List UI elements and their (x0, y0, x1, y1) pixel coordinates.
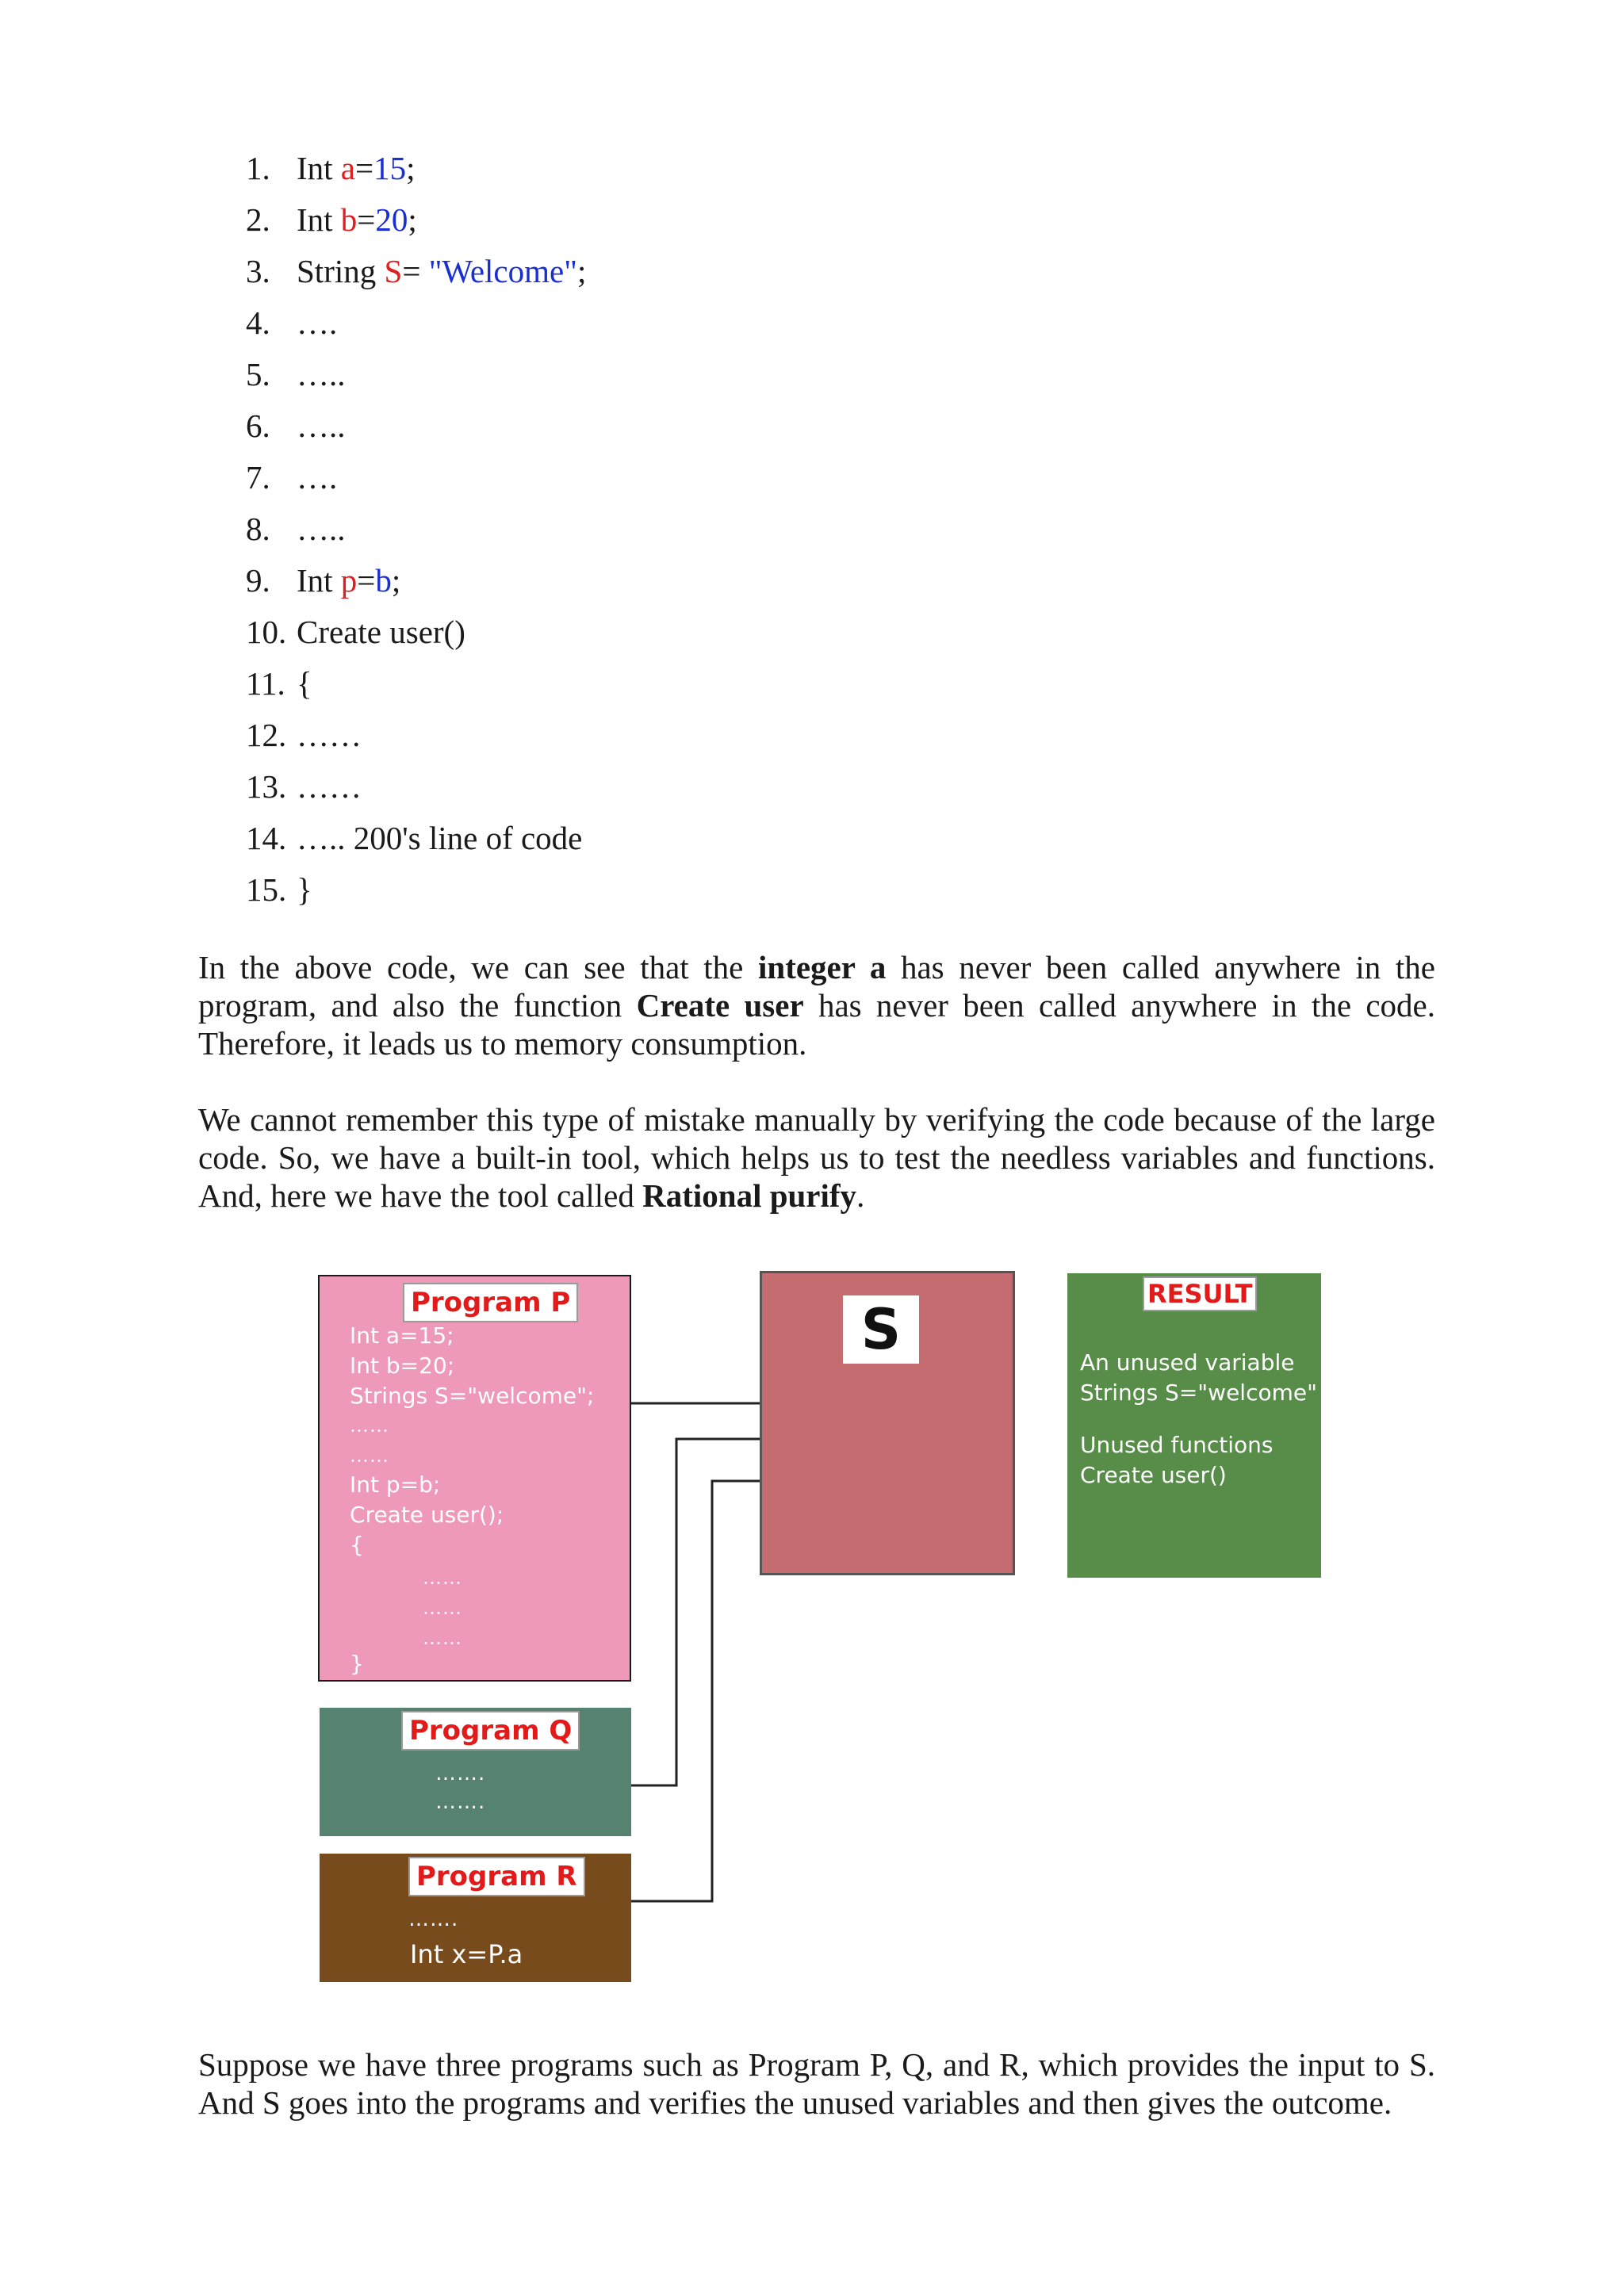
code-line-number: 10. (246, 614, 287, 650)
program-p-line: …… (350, 1445, 389, 1467)
code-token: Int (297, 562, 341, 599)
program-p-line: Strings S="welcome"; (350, 1383, 595, 1409)
program-p-line: …… (423, 1597, 462, 1619)
code-token: ; (576, 253, 587, 289)
code-token: ; (391, 562, 401, 599)
program-p-line: Int p=b; (350, 1471, 441, 1498)
code-token: a (340, 150, 355, 186)
code-token: "Welcome" (428, 253, 577, 289)
connector-q-to-s (631, 1439, 760, 1785)
program-p-line: { (350, 1532, 364, 1558)
code-token: 15 (373, 150, 407, 186)
code-line-number: 7. (246, 459, 270, 496)
code-token: Int (297, 150, 341, 186)
program-p-line: } (350, 1651, 364, 1677)
result-line: Strings S="welcome" (1080, 1380, 1317, 1406)
result-title: RESULT (1143, 1276, 1257, 1311)
code-token: = (357, 562, 376, 599)
code-line-number: 2. (246, 201, 270, 238)
result-line: An unused variable (1080, 1349, 1295, 1376)
code-token: ….. (297, 511, 346, 547)
code-line-number: 1. (246, 150, 270, 186)
code-token: …… (297, 768, 362, 805)
code-token: b (375, 562, 392, 599)
code-token: ….. 200's line of code (297, 820, 583, 856)
program-q-line: ……. (435, 1762, 486, 1785)
code-token: 20 (375, 201, 408, 238)
code-line-number: 14. (246, 820, 287, 856)
program-p-line: …… (423, 1627, 462, 1649)
program-p-title: Program P (403, 1283, 578, 1322)
code-token: { (297, 665, 312, 702)
code-line-number: 12. (246, 717, 287, 753)
program-r-box (320, 1854, 631, 1982)
program-p-line: Create user(); (350, 1502, 504, 1528)
code-token: …. (297, 459, 338, 496)
program-p-line: …… (423, 1567, 462, 1589)
code-token: b (340, 201, 358, 238)
program-r-line: Int x=P.a (410, 1939, 523, 1969)
paragraph-tool-intro: We cannot remember this type of mistake manually by verifying the code because of the large code. So, we have a built-in tool, which helps us to test the needless variables and functions. And, here we have the tool called Rational purify. (198, 1101, 1435, 1214)
result-line: Unused functions (1080, 1432, 1274, 1458)
code-line-number: 6. (246, 408, 270, 444)
code-line-number: 13. (246, 768, 287, 805)
program-q-box (320, 1708, 631, 1836)
code-token: = (402, 253, 429, 289)
code-token: …. (297, 304, 338, 341)
code-token: ….. (297, 408, 346, 444)
connector-r-to-s (631, 1481, 760, 1901)
tool-s-label: S (843, 1295, 919, 1364)
code-line-number: 5. (246, 356, 270, 392)
result-box (1067, 1273, 1321, 1578)
code-token: ; (408, 201, 417, 238)
code-line-number: 4. (246, 304, 270, 341)
program-r-line: ……. (408, 1908, 459, 1931)
tool-s-box (760, 1271, 1015, 1575)
code-token: String (297, 253, 385, 289)
paragraph-explanation: In the above code, we can see that the integer a has never been called anywhere in the program, and also the function Create user has never been called anywhere in the code. Therefore, it leads us to memory consumption. (198, 949, 1436, 1062)
program-p-line: Int a=15; (350, 1322, 454, 1349)
code-token: …… (297, 717, 362, 753)
code-token: Int (297, 201, 341, 238)
code-line-number: 9. (246, 562, 270, 599)
program-p-box (318, 1275, 631, 1682)
code-line-number: 8. (246, 511, 270, 547)
code-token: ; (406, 150, 416, 186)
program-q-title: Program Q (401, 1711, 580, 1751)
code-token: } (297, 871, 312, 908)
code-token: = (355, 150, 374, 186)
program-r-title: Program R (408, 1857, 585, 1896)
code-token: p (340, 562, 358, 599)
code-token: S (384, 253, 403, 289)
code-token: Create user() (297, 614, 465, 650)
code-line-number: 3. (246, 253, 270, 289)
code-token: ….. (297, 356, 346, 392)
code-line-number: 11. (246, 665, 285, 702)
paragraph-diagram-explanation: Suppose we have three programs such as Program P, Q, and R, which provides the input to S. And S goes into the programs and verifies the unused variables and then gives the outcome. (198, 2046, 1435, 2121)
program-p-line: …… (350, 1414, 389, 1437)
code-line-number: 15. (246, 871, 287, 908)
program-p-line: Int b=20; (350, 1353, 455, 1379)
code-token: = (357, 201, 376, 238)
result-line: Create user() (1080, 1462, 1227, 1488)
program-q-line: ……. (435, 1790, 486, 1814)
